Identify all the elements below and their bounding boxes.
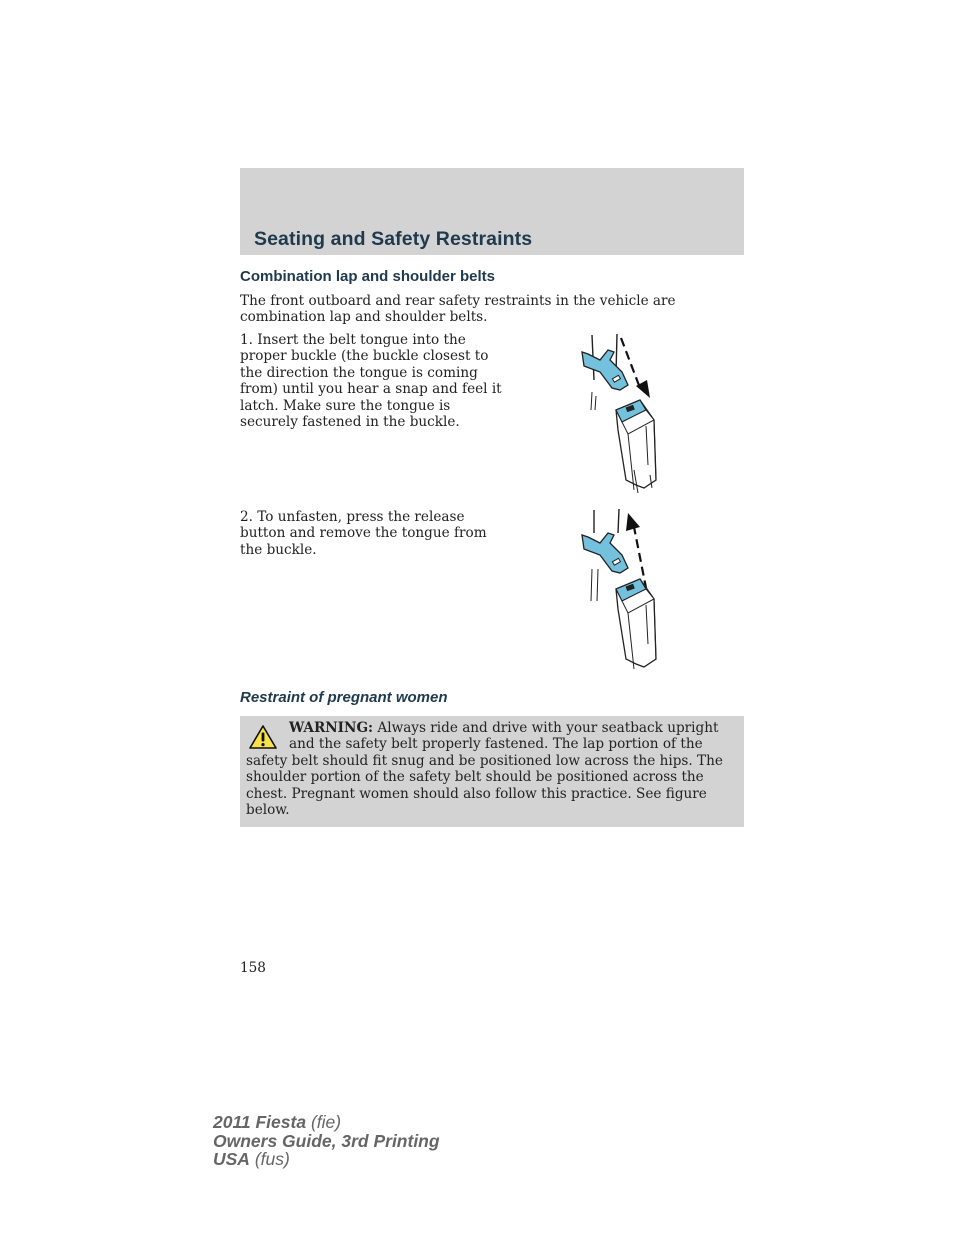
belt-insert-illustration [570,330,690,498]
section-title: Seating and Safety Restraints [254,228,533,250]
intro-paragraph: The front outboard and rear safety restraints in the vehicle are combination lap and shoulder belts. [240,293,676,326]
footer-publication-info [213,1113,440,1169]
belt-release-illustration [572,505,692,673]
footer-model: 2011 Fiesta [213,1112,307,1132]
warning-text: Always ride and drive with your seatback upright and the safety belt properly fastened. The lap portion of the safety belt should fit snug and be positioned low across the hips. The shoulder portion of the safety belt should be positioned across the chest. Pregnant women should also follow this practice. See figure below. [246,720,723,819]
page-number: 158 [240,960,266,976]
subheading-combination-belts: Combination lap and shoulder belts [240,268,496,285]
warning-label: WARNING: [289,720,374,736]
arrow-up-icon [626,513,640,531]
warning-box [240,716,744,827]
step-1-paragraph: 1. Insert the belt tongue into the proper buckle (the buckle closest to the direction the tongue is coming from) until you hear a snap and feel it latch. Make sure the tongue is securely fastened in the buckle. [240,332,502,431]
section-header-band [240,168,744,255]
belt-tongue-plate [582,350,628,390]
warning-paragraph [246,720,730,818]
footer-region-code: (fus) [254,1149,290,1169]
step-2-paragraph: 2. To unfasten, press the release button and remove the tongue from the buckle. [240,509,487,558]
footer-guide-edition: Owners Guide, 3rd Printing [213,1130,440,1151]
footer-model-code: (fie) [310,1112,342,1132]
subheading-pregnant-women: Restraint of pregnant women [240,689,448,706]
belt-tongue-plate [582,533,628,573]
footer-region: USA [213,1149,250,1169]
